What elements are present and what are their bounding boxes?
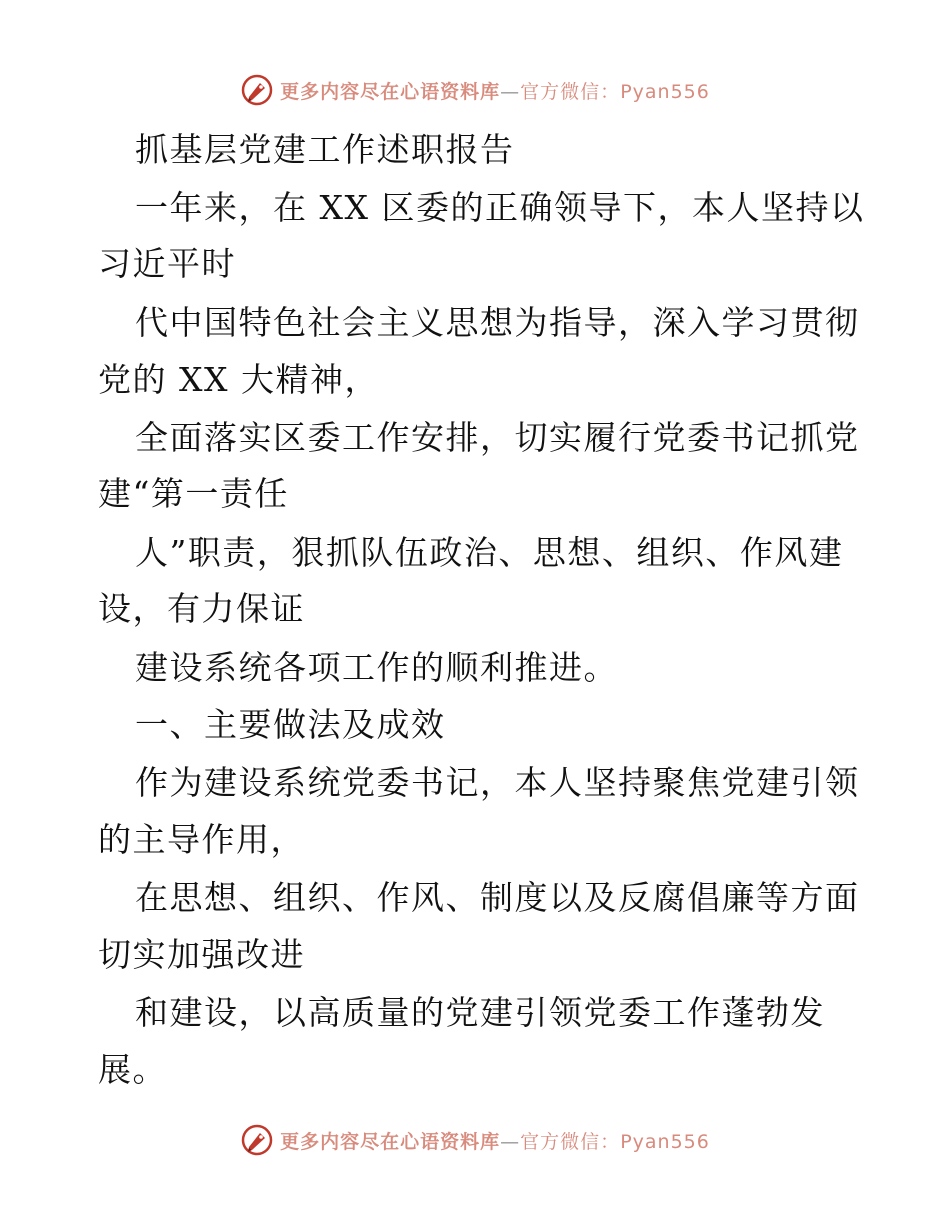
- paragraph-line: 建设系统各项工作的顺利推进。: [135, 648, 618, 687]
- paragraph-line: 党的 XX 大精神，: [98, 360, 379, 399]
- paragraph-line: 的主导作用，: [98, 820, 305, 859]
- paragraph-line: 在思想、组织、作风、制度以及反腐倡廉等方面: [135, 878, 860, 917]
- paragraph-line: 展。: [98, 1050, 167, 1089]
- pen-nib-icon: [240, 1123, 274, 1157]
- watermark-dash: —: [500, 1130, 521, 1153]
- paragraph-line: 全面落实区委工作安排，切实履行党委书记抓党: [135, 418, 860, 457]
- watermark-dash: —: [500, 80, 521, 103]
- paragraph-line: 代中国特色社会主义思想为指导，深入学习贯彻: [135, 303, 860, 342]
- watermark-wechat-label: 官方微信：: [520, 80, 621, 103]
- paragraph-line: 和建设，以高质量的党建引领党委工作蓬勃发: [135, 993, 825, 1032]
- section-heading: 一、主要做法及成效: [135, 705, 446, 744]
- footer-watermark: [0, 1120, 950, 1160]
- watermark-main: 更多内容尽在心语资料库: [280, 1130, 501, 1153]
- watermark-main: 更多内容尽在心语资料库: [280, 80, 501, 103]
- paragraph-line: 一年来，在 XX 区委的正确领导下，本人坚持以: [135, 188, 865, 227]
- watermark-wechat-id: Pyan556: [620, 80, 710, 103]
- document-title: 抓基层党建工作述职报告: [135, 130, 515, 169]
- header-watermark: [0, 70, 950, 110]
- paragraph-line: 作为建设系统党委书记，本人坚持聚焦党建引领: [135, 763, 860, 802]
- pen-nib-icon: [240, 73, 274, 107]
- paragraph-line: 切实加强改进: [98, 935, 305, 974]
- watermark-wechat-label: 官方微信：: [520, 1130, 621, 1153]
- paragraph-line: 习近平时: [98, 244, 236, 283]
- paragraph-line: 人”职责，狠抓队伍政治、思想、组织、作风建: [135, 533, 844, 572]
- watermark-text: [280, 1127, 710, 1154]
- watermark-wechat-id: Pyan556: [620, 1130, 710, 1153]
- paragraph-line: 设，有力保证: [98, 589, 305, 628]
- paragraph-line: 建“第一责任: [98, 474, 289, 513]
- watermark-text: [280, 77, 710, 104]
